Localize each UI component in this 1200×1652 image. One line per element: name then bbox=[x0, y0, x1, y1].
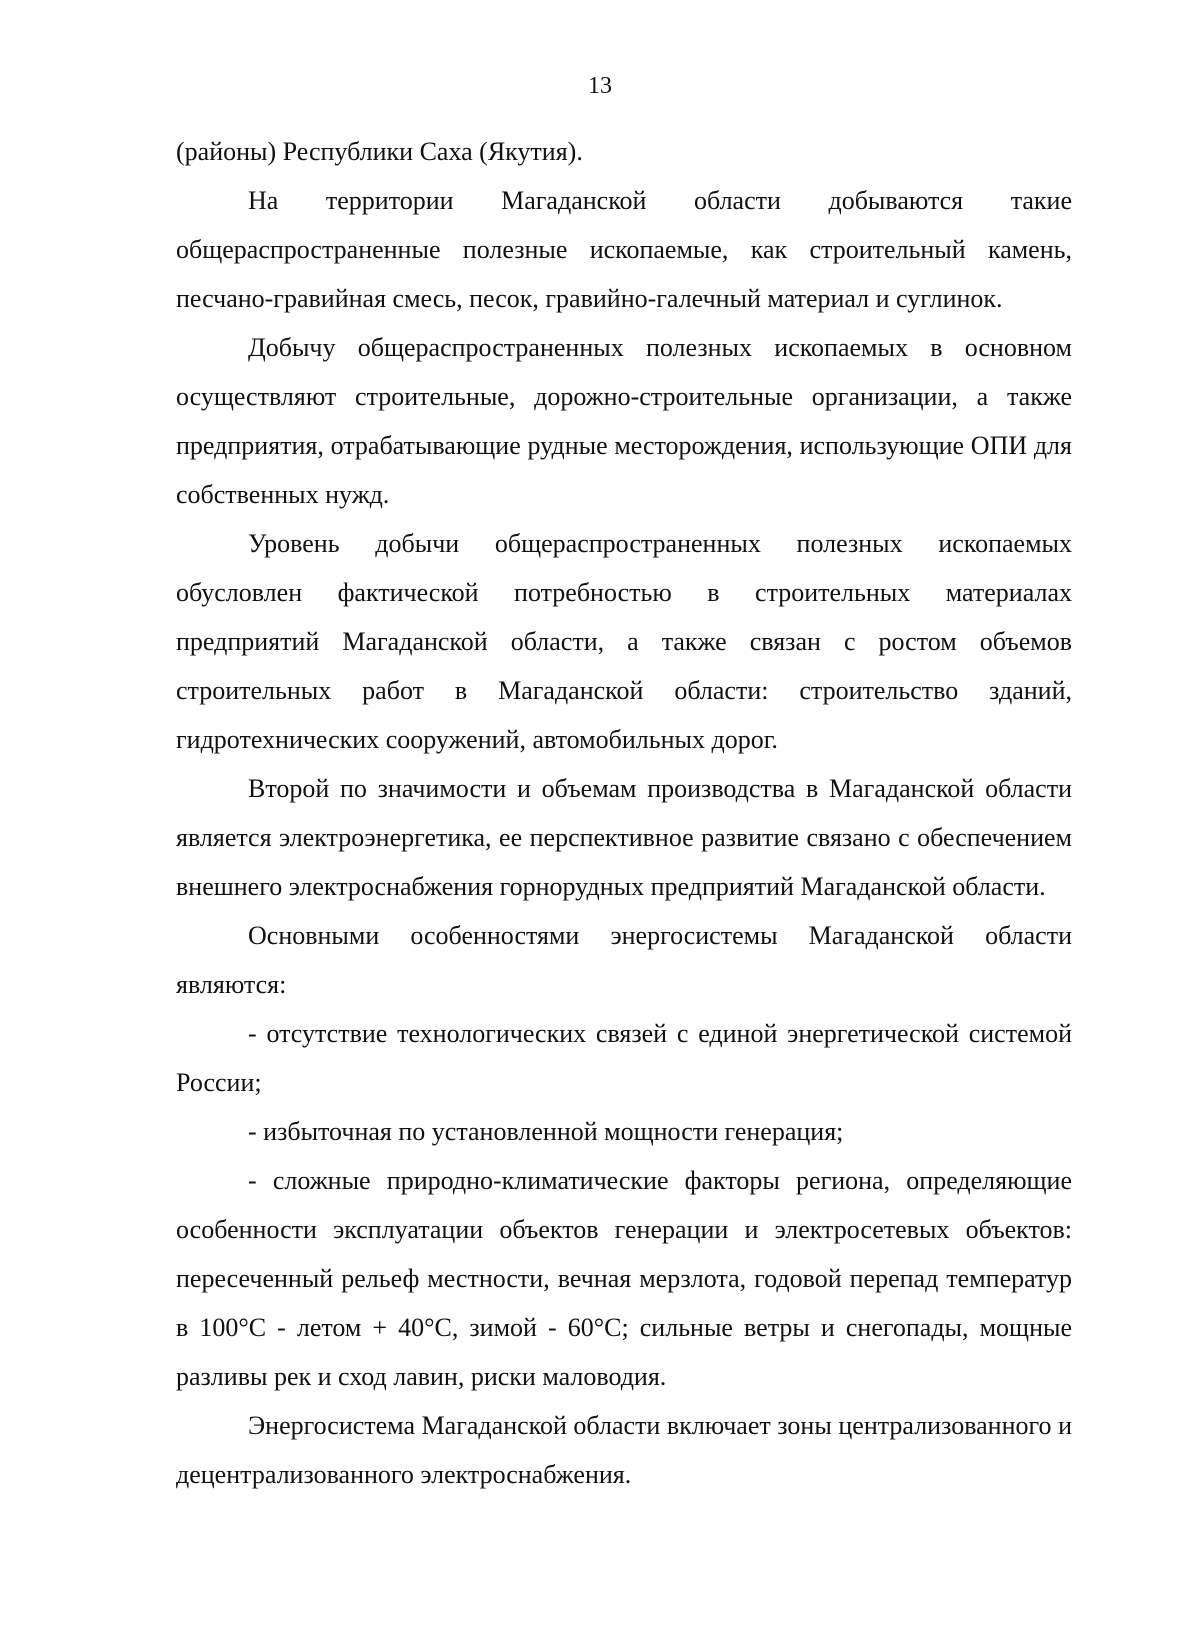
list-item-no-connections: - отсутствие технологических связей с единой энергетической системой России; bbox=[176, 1019, 1072, 1097]
paragraph-extraction-organizations: Добычу общераспространенных полезных ископаемых в основном осуществляют строительные, дорожно-строительные организации, а также предприятия, отрабатывающие рудные месторождения, использующие ОПИ для собственных нужд. bbox=[176, 333, 1072, 509]
page-number: 13 bbox=[588, 73, 612, 99]
paragraph-electric-power: Второй по значимости и объемам производства в Магаданской области является электроэнергетика, ее перспективное развитие связано с обеспечением внешнего электроснабжения горнорудных предприятий Магаданской области. bbox=[176, 774, 1072, 901]
document-body bbox=[176, 127, 1072, 1499]
paragraph-extraction-level: Уровень добычи общераспространенных полезных ископаемых обусловлен фактической потребностью в строительных материалах предприятий Магаданской области, а также связан с ростом объемов строительных работ в Магаданской области: строительство зданий, гидротехнических сооружений, автомобильных дорог. bbox=[176, 529, 1072, 754]
paragraph-energy-system-features: Основными особенностями энергосистемы Магаданской области являются: bbox=[176, 921, 1072, 999]
paragraph-mineral-resources: На территории Магаданской области добываются такие общераспространенные полезные ископаемые, как строительный камень, песчано-гравийная смесь, песок, гравийно-галечный материал и суглинок. bbox=[176, 186, 1072, 313]
paragraph-supply-zones: Энергосистема Магаданской области включает зоны централизованного и децентрализованного электроснабжения. bbox=[176, 1411, 1072, 1489]
list-item-climate-factors: - сложные природно-климатические факторы региона, определяющие особенности эксплуатации объектов генерации и электросетевых объектов: пересеченный рельеф местности, вечная мерзлота, годовой перепад температур в 100°С - летом + 40°С, зимой - 60°С; сильные ветры и снегопады, мощные разливы рек и сход лавин, риски маловодия. bbox=[176, 1166, 1072, 1391]
list-item-excess-generation: - избыточная по установленной мощности генерация; bbox=[248, 1117, 844, 1146]
paragraph-continuation: (районы) Республики Саха (Якутия). bbox=[176, 137, 583, 166]
